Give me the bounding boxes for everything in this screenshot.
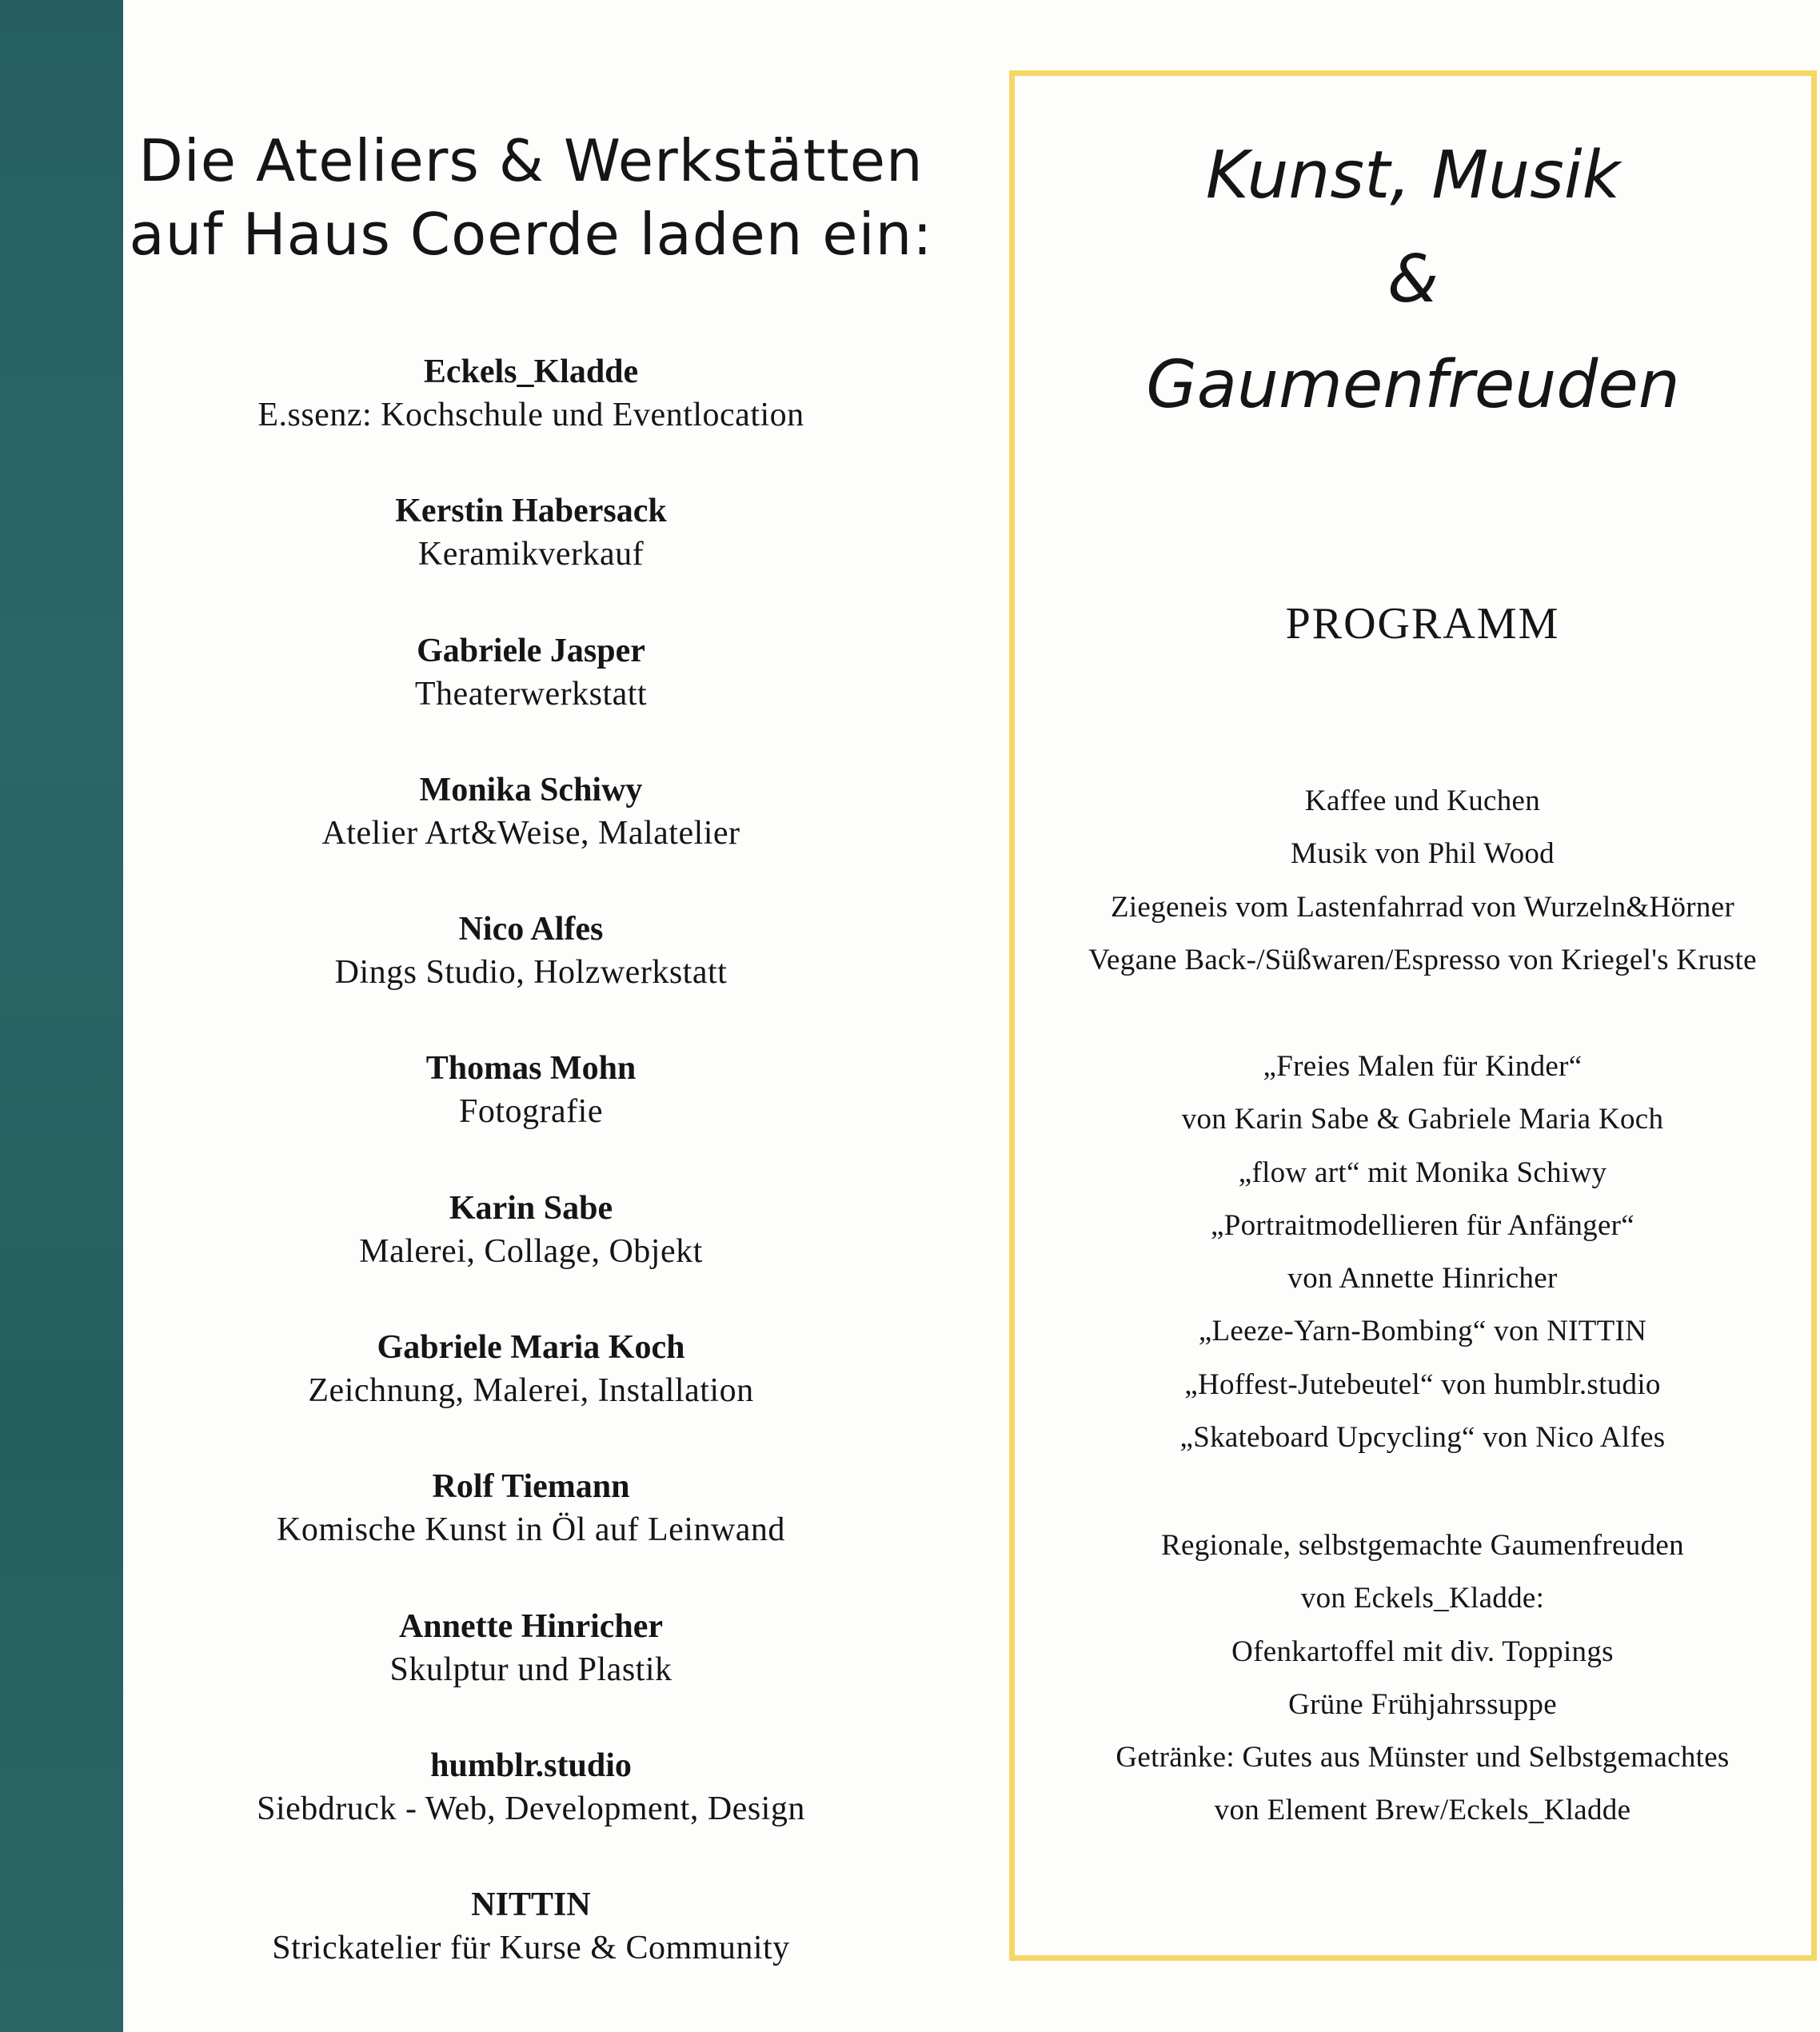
atelier-item [123, 1607, 939, 1746]
ateliers-heading-line-2: auf Haus Coerde laden ein: [129, 201, 933, 268]
programm-line: Grüne Frühjahrssuppe [1288, 1687, 1557, 1721]
atelier-name: Gabriele Jasper [417, 632, 645, 669]
atelier-description: Siebdruck - Web, Development, Design [257, 1790, 805, 1827]
atelier-description: Keramikverkauf [417, 536, 645, 573]
atelier-item [123, 352, 939, 491]
atelier-name: Nico Alfes [458, 911, 604, 948]
programm-line: Musik von Phil Wood [1291, 837, 1555, 871]
programm-line: Kaffee und Kuchen [1304, 784, 1541, 817]
atelier-item [123, 1467, 939, 1606]
programm-line: von Annette Hinricher [1287, 1262, 1558, 1295]
atelier-item [123, 770, 939, 909]
programm-line: „Leeze-Yarn-Bombing“ von NITTIN [1198, 1315, 1647, 1348]
programm-line: Regionale, selbstgemachte Gaumenfreuden [1161, 1529, 1684, 1562]
atelier-name: NITTIN [471, 1886, 591, 1924]
atelier-description: Malerei, Collage, Objekt [359, 1232, 703, 1270]
atelier-item [123, 1885, 939, 2024]
ateliers-heading-line-1: Die Ateliers & Werkstätten [138, 127, 924, 194]
atelier-name: Eckels_Kladde [423, 353, 639, 390]
ateliers-list [123, 352, 939, 2025]
atelier-description: Fotografie [459, 1093, 603, 1131]
programm-line: „flow art“ mit Monika Schiwy [1238, 1156, 1607, 1189]
event-title-line-1: Kunst, Musik [1205, 138, 1621, 214]
programm-line: von Eckels_Kladde: [1300, 1582, 1545, 1615]
atelier-description: Theaterwerkstatt [414, 675, 648, 713]
atelier-item [123, 1188, 939, 1327]
atelier-description: Dings Studio, Holzwerkstatt [334, 954, 728, 992]
event-title-ampersand: & [1387, 242, 1439, 317]
atelier-item [123, 1746, 939, 1885]
programm-line: „Portraitmodellieren für Anfänger“ [1210, 1208, 1635, 1242]
atelier-name: Karin Sabe [449, 1189, 613, 1227]
atelier-name: Rolf Tiemann [432, 1468, 630, 1506]
atelier-item [123, 909, 939, 1048]
programm-group-gaumenfreuden [1015, 1519, 1820, 1838]
atelier-description: Atelier Art&Weise, Malatelier [321, 814, 740, 852]
atelier-description: Skulptur und Plastik [389, 1651, 673, 1688]
atelier-item [123, 1048, 939, 1188]
atelier-name: humblr.studio [430, 1747, 632, 1784]
programm-line: Getränke: Gutes aus Münster und Selbstgemachtes [1116, 1741, 1730, 1775]
programm-line: Vegane Back-/Süßwaren/Espresso von Kriegel's Kruste [1088, 943, 1757, 976]
programm-line: Ofenkartoffel mit div. Toppings [1231, 1635, 1614, 1668]
atelier-description: Zeichnung, Malerei, Installation [308, 1372, 754, 1410]
programm-line: von Element Brew/Eckels_Kladde [1214, 1794, 1631, 1827]
programm-group-food-music [1015, 775, 1820, 987]
atelier-name: Monika Schiwy [419, 771, 643, 808]
programm-line: Ziegeneis vom Lastenfahrrad von Wurzeln&Hörner [1110, 890, 1735, 924]
atelier-name: Annette Hinricher [398, 1607, 664, 1645]
programm-line: „Skateboard Upcycling“ von Nico Alfes [1179, 1421, 1666, 1455]
programm-frame [1009, 70, 1817, 1961]
atelier-item [123, 1327, 939, 1467]
programm-line: „Hoffest-Jutebeutel“ von humblr.studio [1184, 1367, 1661, 1401]
atelier-item [123, 491, 939, 630]
atelier-description: Komische Kunst in Öl auf Leinwand [277, 1511, 785, 1549]
programm-line: von Karin Sabe & Gabriele Maria Koch [1181, 1103, 1664, 1136]
programm-line: „Freies Malen für Kinder“ [1263, 1050, 1583, 1083]
atelier-description: E.ssenz: Kochschule und Eventlocation [257, 397, 804, 433]
atelier-name: Kerstin Habersack [395, 493, 667, 530]
atelier-item [123, 631, 939, 770]
programm-heading: PROGRAMM [1285, 599, 1560, 649]
event-title-line-3: Gaumenfreuden [1146, 347, 1680, 423]
atelier-name: Thomas Mohn [425, 1050, 637, 1088]
teal-side-bar [0, 0, 123, 2032]
atelier-name: Gabriele Maria Koch [377, 1329, 685, 1367]
programm-group-workshops [1015, 1040, 1820, 1464]
ateliers-column [123, 0, 939, 2032]
atelier-description: Strickatelier für Kurse & Community [272, 1930, 790, 1967]
ateliers-heading [123, 124, 939, 271]
